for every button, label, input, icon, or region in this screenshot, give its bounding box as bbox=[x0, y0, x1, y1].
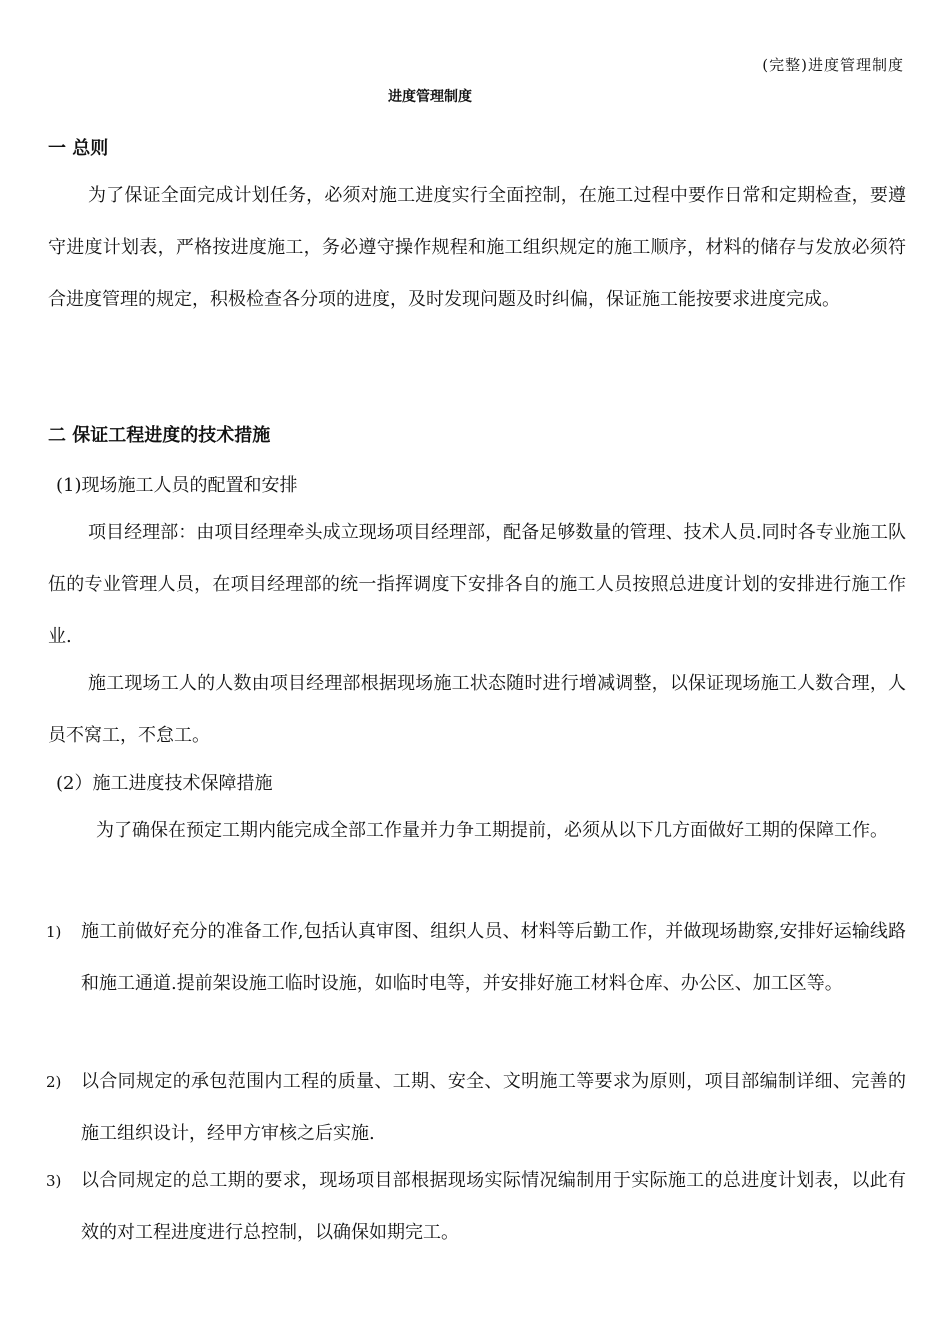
list-marker: 1) bbox=[46, 923, 62, 941]
running-header: (完整)进度管理制度 bbox=[762, 56, 904, 74]
list-item-text: 施工前做好充分的准备工作,包括认真审图、组织人员、材料等后勤工作，并做现场勘察,安排好运输线路和施工通道.提前架设施工临时设施，如临时电等，并安排好施工材料仓库、办公区、加工区等。 bbox=[81, 921, 906, 994]
list-marker: 3) bbox=[46, 1172, 62, 1190]
section-heading-technical-measures: 二 保证工程进度的技术措施 bbox=[48, 425, 271, 446]
staffing-paragraph-2: 施工现场工人的人数由项目经理部根据现场施工状态随时进行增减调整，以保证现场施工人数合理，人员不窝工，不怠工。 bbox=[48, 673, 906, 746]
schedule-intro-paragraph: 为了确保在预定工期内能完成全部工作量并力争工期提前，必须从以下几方面做好工期的保障工作。 bbox=[96, 820, 888, 841]
general-paragraph: 为了保证全面完成计划任务，必须对施工进度实行全面控制，在施工过程中要作日常和定期检查，要遵守进度计划表，严格按进度施工，务必遵守操作规程和施工组织规定的施工顺序，材料的储存与发放必须符合进度管理的规定，积极检查各分项的进度，及时发现问题及时纠偏，保证施工能按要求进度完成。 bbox=[48, 185, 906, 310]
subheading-staffing: (1)现场施工人员的配置和安排 bbox=[56, 475, 298, 496]
list-item bbox=[46, 906, 906, 1010]
section-heading-general: 一 总则 bbox=[48, 138, 109, 159]
list-item-text: 以合同规定的承包范围内工程的质量、工期、安全、文明施工等要求为原则，项目部编制详细、完善的施工组织设计，经甲方审核之后实施. bbox=[81, 1071, 906, 1144]
list-item bbox=[46, 1155, 906, 1259]
list-item-text: 以合同规定的总工期的要求，现场项目部根据现场实际情况编制用于实际施工的总进度计划表，以此有效的对工程进度进行总控制，以确保如期完工。 bbox=[81, 1170, 906, 1243]
list-item bbox=[46, 1056, 906, 1160]
staffing-paragraph-1: 项目经理部：由项目经理牵头成立现场项目经理部，配备足够数量的管理、技术人员.同时各专业施工队伍的专业管理人员，在项目经理部的统一指挥调度下安排各自的施工人员按照总进度计划的安排进行施工作业. bbox=[48, 522, 906, 647]
subheading-schedule-measures: (2）施工进度技术保障措施 bbox=[56, 773, 273, 794]
list-marker: 2) bbox=[46, 1073, 62, 1091]
document-title: 进度管理制度 bbox=[388, 89, 472, 105]
